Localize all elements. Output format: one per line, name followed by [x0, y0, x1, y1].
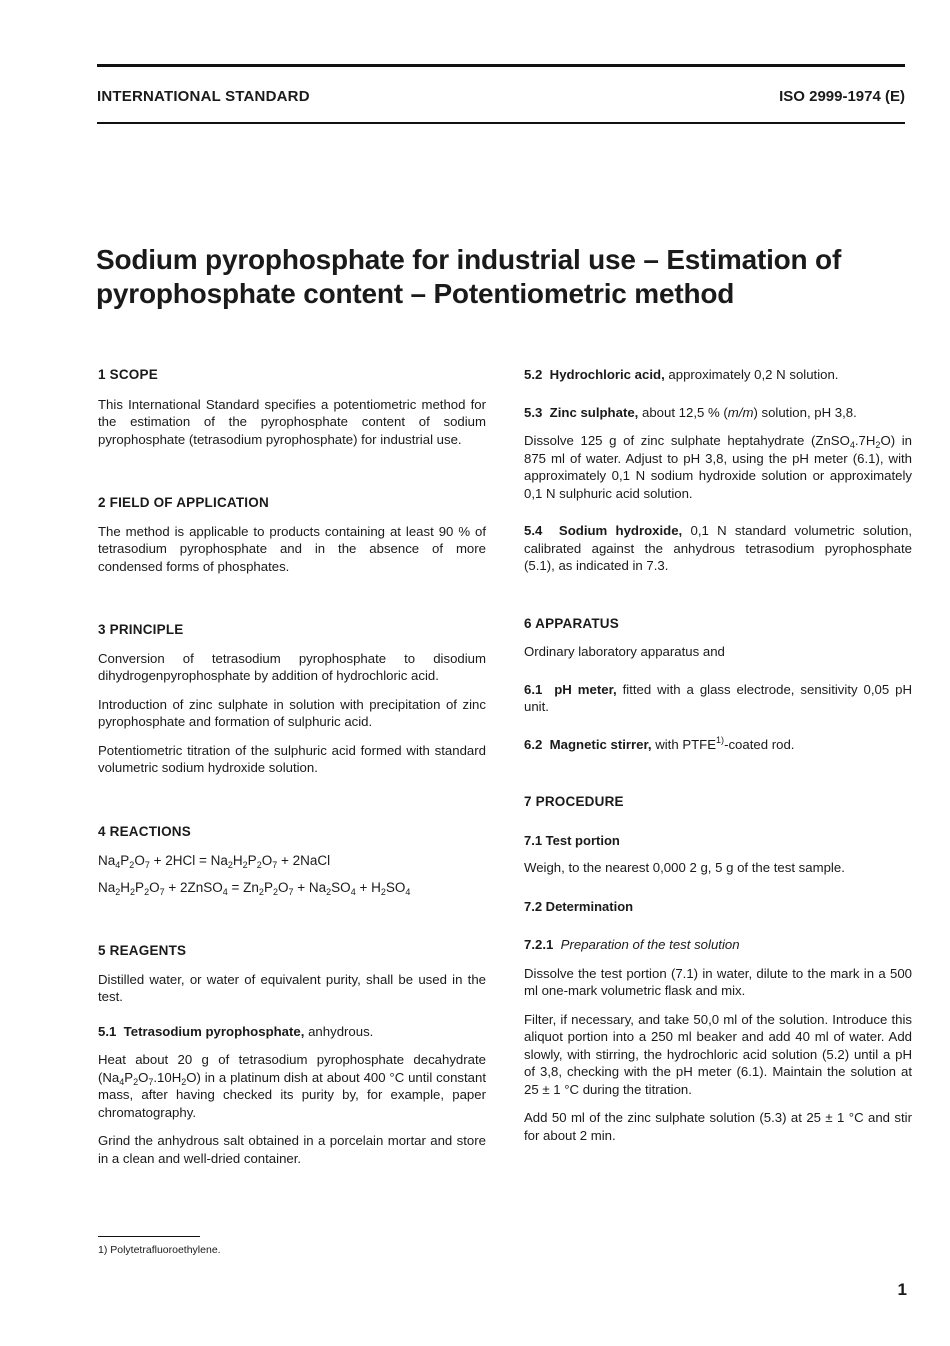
clause-6-1-title: pH meter, [554, 681, 617, 697]
section-3-paragraph-2: Introduction of zinc sulphate in solution with precipitation of zinc pyrophosphate and formation of sulphuric acid. [98, 696, 486, 729]
clause-6-2-text-b: -coated rod. [724, 736, 795, 752]
section-4-heading: 4 REACTIONS [98, 823, 191, 839]
clause-5-3-paragraph-2-b: ) in 875 ml of water. Adjust to pH 3,8, using the pH meter (6.1), with approximately 0,1 N sodium hydroxide solution or approximately 0,1 N sulphuric acid solution. [524, 433, 913, 501]
clause-6-1-text: fitted with a glass electrode, sensitivity 0,05 pH unit. [524, 681, 912, 714]
section-1-text: This International Standard specifies a potentiometric method for the estimation of the pyrophosphate content of sodium pyrophosphate (tetrasodium pyrophosphate) for industrial use. [98, 396, 486, 447]
clause-7-2-1-paragraph-1: Dissolve the test portion (7.1) in water, dilute to the mark in a 500 ml one-mark volumetric flask and mix. [524, 965, 912, 998]
clause-5-1-paragraph-2-text: ) in a platinum dish at about 400 °C until constant mass, after having checked its purity by, for example, paper chromatography. [98, 1069, 486, 1120]
clause-5-2 [524, 366, 912, 384]
clause-5-3-title: Zinc sulphate, [549, 404, 639, 420]
reaction-equation-2: $Na_2H_2P_2O_7$ + 2ZnSO$_4$ = $Zn_2P_2O_7 + Na_2SO_4 + H_2SO_4$ [98, 879, 411, 897]
footnote-rule [98, 1236, 200, 1237]
clause-5-4-number: 5.4 [524, 523, 543, 538]
clause-6-2 [524, 736, 912, 754]
section-2-heading: 2 FIELD OF APPLICATION [98, 495, 269, 510]
right-column [524, 366, 912, 1144]
section-7-heading: 7 PROCEDURE [524, 794, 624, 809]
footnote: 1) Polytetrafluoroethylene. [98, 1244, 221, 1256]
clause-5-3-italic: m/m [727, 404, 754, 420]
clause-7-2-1-heading [524, 936, 912, 954]
section-6-heading: 6 APPARATUS [524, 615, 619, 631]
clause-6-2-number: 6.2 [524, 736, 543, 752]
clause-5-3-paragraph-2: Dissolve 125 g of zinc sulphate heptahydrate $(ZnSO_4.7H_2O)$ in 875 ml of water. Adjust to pH 3,8, using the pH meter (6.1), with approximately 0,1 N sodium hydroxide solution or approximately 0,1 N sulphuric acid solution. [524, 433, 913, 501]
clause-5-2-title: Hydrochloric acid, [549, 367, 665, 382]
header-standard-type: INTERNATIONAL STANDARD [97, 88, 310, 105]
clause-5-4-text: 0,1 N standard volumetric solution, calibrated against the anhydrous tetrasodium pyrophosphate (5.1), as indicated in 7.3. [524, 523, 913, 573]
clause-5-3-text-b: ) solution, pH 3,8. [753, 404, 857, 420]
section-3-paragraph-3: Potentiometric titration of the sulphuric acid formed with standard volumetric sodium hydroxide solution. [98, 742, 486, 775]
clause-5-1-number: 5.1 [98, 1023, 117, 1039]
clause-7-2-1-paragraph-2: Filter, if necessary, and take 50,0 ml of the solution. Introduce this aliquot portion into a 250 ml beaker and add 40 ml of water. Add slowly, with stirring, the hydrochloric acid solution (5.2) until a pH of 3,8, checking with the pH meter (6.1). Maintain the solution at 25 ± 1 °C during the titration. [524, 1011, 912, 1097]
clause-6-1-number: 6.1 [524, 681, 543, 697]
clause-6-2-text-a: with PTFE [655, 736, 717, 752]
left-column [98, 366, 486, 1167]
clause-7-1-text: Weigh, to the nearest 0,000 2 g, 5 g of the test sample. [524, 860, 845, 875]
clause-5-4 [524, 522, 912, 575]
clause-7-2-1-number: 7.2.1 [524, 937, 554, 952]
clause-7-2-1-paragraph-3: Add 50 ml of the zinc sulphate solution (5.3) at 25 ± 1 °C and stir for about 2 min. [524, 1110, 912, 1143]
clause-7-1-heading: 7.1 Test portion [524, 832, 620, 848]
section-5-heading: 5 REAGENTS [98, 943, 187, 958]
clause-5-3-paragraph-2-a: Dissolve 125 g of zinc sulphate heptahydrate [524, 433, 805, 448]
clause-5-3-text-a: about 12,5 % ( [642, 404, 728, 420]
header-bottom-rule [97, 122, 905, 124]
clause-5-2-number: 5.2 [524, 367, 543, 382]
section-3-paragraph-1: Conversion of tetrasodium pyrophosphate to disodium dihydrogenpyrophosphate by addition of hydrochloric acid. [98, 650, 486, 683]
page-number: 1 [897, 1280, 907, 1299]
section-2-text: The method is applicable to products containing at least 90 % of tetrasodium pyrophosphate and in the absence of more condensed forms of phosphates. [98, 523, 486, 574]
section-3-heading: 3 PRINCIPLE [98, 622, 184, 637]
clause-6-1 [524, 681, 912, 716]
clause-5-1-text: anhydrous. [308, 1023, 374, 1039]
clause-5-1-paragraph-2: Heat about 20 g of tetrasodium pyrophosphate decahydrate $(Na_4P_2O_7.10H_2O)$ in a platinum dish at about 400 °C until constant mass, after having checked its purity by, for example, paper chromatography. [98, 1052, 486, 1120]
header-standard-number: ISO 2999-1974 (E) [779, 88, 905, 105]
clause-5-1-title: Tetrasodium pyrophosphate, [123, 1023, 305, 1039]
section-5-text: Distilled water, or water of equivalent purity, shall be used in the test. [98, 971, 486, 1004]
section-6-text: Ordinary laboratory apparatus and [524, 644, 725, 659]
clause-5-1-paragraph-3: Grind the anhydrous salt obtained in a porcelain mortar and store in a clean and well-dried container. [98, 1133, 486, 1166]
header-top-rule [97, 64, 905, 67]
clause-7-2-1-title: Preparation of the test solution [560, 937, 740, 952]
reaction-equation-1: $Na_4P_2O_7 + 2HCl = Na_2H_2P_2O_7$ + 2NaCl [98, 853, 331, 870]
clause-5-3-number: 5.3 [524, 404, 543, 420]
clause-5-2-text: approximately 0,2 N solution. [668, 367, 839, 382]
title-line-2: pyrophosphate content – Potentiometric method [96, 278, 735, 309]
footnote-reference-1: 1) [716, 734, 725, 745]
clause-6-2-title: Magnetic stirrer, [549, 736, 652, 752]
clause-5-1 [98, 1023, 486, 1041]
title-line-1: Sodium pyrophosphate for industrial use – Estimation of [96, 244, 842, 275]
page-title [96, 243, 896, 311]
clause-7-2-heading: 7.2 Determination [524, 898, 634, 914]
clause-5-4-title: Sodium hydroxide, [558, 523, 683, 538]
clause-5-3 [524, 404, 912, 422]
section-1-heading: 1 SCOPE [98, 367, 158, 382]
